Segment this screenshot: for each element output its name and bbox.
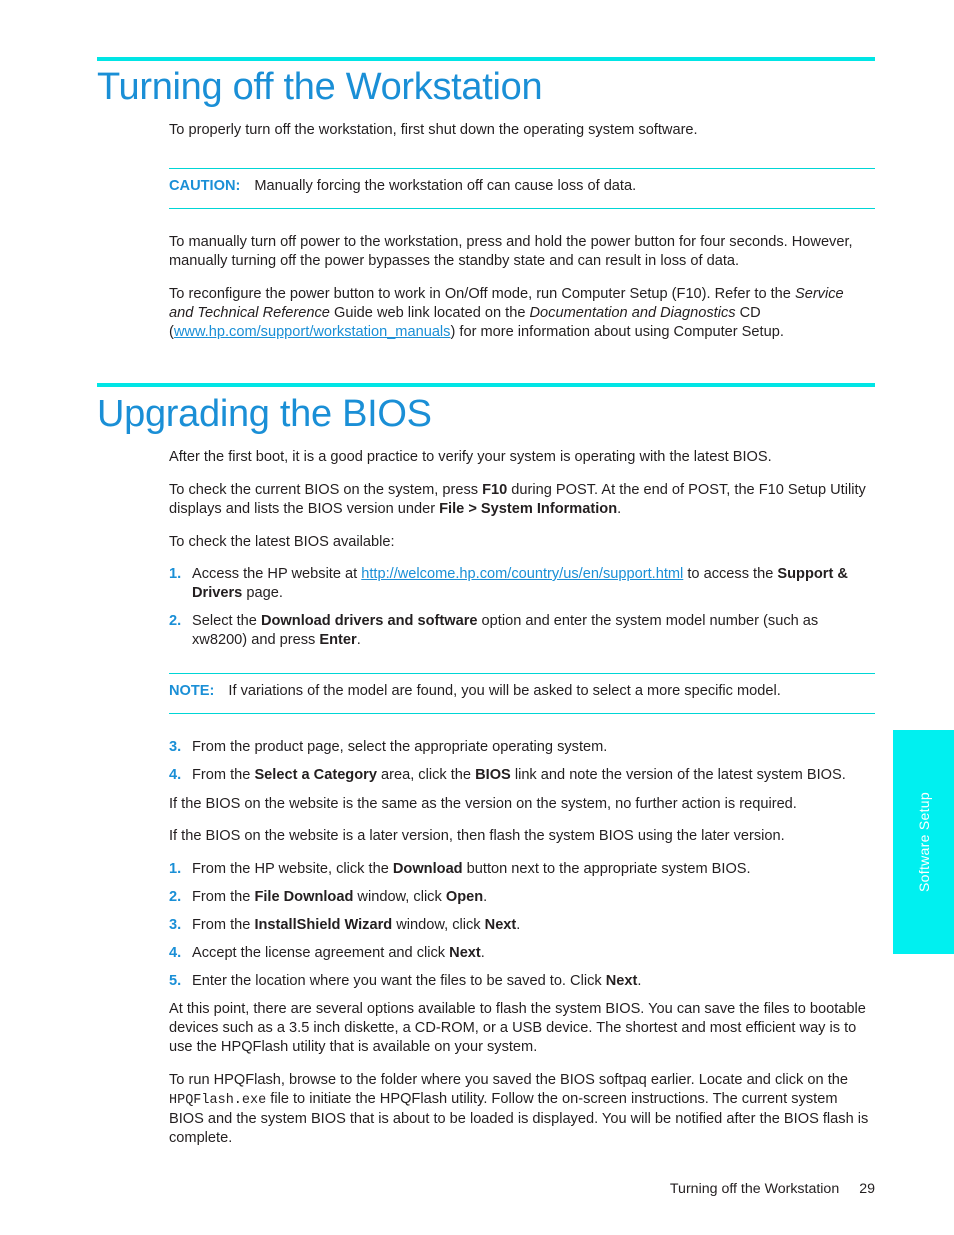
bold-term: Enter <box>319 632 357 648</box>
text-run: . <box>516 917 521 933</box>
list-item <box>192 766 874 785</box>
bold-term: Support & Drivers <box>192 566 848 601</box>
side-tab-label: Software Setup <box>915 792 932 892</box>
text-run: Accept the license agreement and click <box>192 945 450 961</box>
list-item <box>192 565 874 603</box>
text-run: window, click <box>353 889 446 905</box>
note-callout <box>169 682 875 701</box>
text-run: From the HP website, click the <box>192 861 393 877</box>
step-number: 3. <box>169 739 182 755</box>
text-run: ) for more information about using Computer Setup. <box>450 324 784 340</box>
text-run: To run HPQFlash, browse to the folder where you saved the BIOS softpaq earlier. Locate and click on the <box>169 1072 848 1088</box>
text-run: button next to the appropriate system BIOS. <box>462 861 751 877</box>
text-run: Guide web link located on the <box>329 305 530 321</box>
paragraph-later-version: If the BIOS on the website is a later version, then flash the system BIOS using the later version. <box>169 828 785 844</box>
list-item <box>192 972 874 991</box>
text-run: window, click <box>392 917 485 933</box>
paragraph-reconfigure <box>169 285 872 342</box>
filename: HPQFlash.exe <box>169 1093 267 1108</box>
page-footer <box>560 1180 875 1199</box>
heading-turning-off: Turning off the Workstation <box>97 66 543 108</box>
text-run: page. <box>242 585 283 601</box>
text-run: To reconfigure the power button to work in On/Off mode, run Computer Setup (F10). Refer to the <box>169 286 795 302</box>
footer-section-title: Turning off the Workstation <box>669 1181 840 1197</box>
section-rule <box>97 57 875 61</box>
text-run: during POST. At the end of POST, the F10 Setup Utility displays and lists the BIOS version under <box>169 482 866 517</box>
step-number: 1. <box>169 566 182 582</box>
list-item <box>192 888 874 907</box>
step-number: 4. <box>169 945 182 961</box>
bold-term: Next <box>484 917 517 933</box>
section-rule <box>97 383 875 387</box>
text-run: link and note the version of the latest system BIOS. <box>510 767 846 783</box>
step-number: 5. <box>169 973 182 989</box>
bold-term: BIOS <box>475 767 511 783</box>
list-item: From the product page, select the appropriate operating system. <box>192 739 608 755</box>
paragraph-manual-off: To manually turn off power to the workstation, press and hold the power button for four seconds. However, manually turning off the power bypasses the standby state and can result in loss of data. <box>169 234 853 269</box>
caution-label: CAUTION: <box>169 178 241 194</box>
step-number: 3. <box>169 917 182 933</box>
page-number: 29 <box>859 1181 875 1197</box>
text-run: area, click the <box>376 767 476 783</box>
paragraph-same-version: If the BIOS on the website is the same as the version on the system, no further action is required. <box>169 796 797 812</box>
list-item <box>192 944 874 963</box>
paragraph-flash-options: At this point, there are several options available to flash the system BIOS. You can save the files to bootable devices such as a 3.5 inch diskette, a CD-ROM, or a USB device. The shortest and most efficient way is to use the HPQFlash utility that is available on your system. <box>169 1001 866 1055</box>
bold-term: Download drivers and software <box>260 613 478 629</box>
text-run: . <box>356 632 361 648</box>
list-item <box>192 860 874 879</box>
bold-term: Next <box>449 945 481 961</box>
paragraph-run-hpqflash <box>169 1071 872 1148</box>
step-number: 2. <box>169 889 182 905</box>
heading-upgrading-bios: Upgrading the BIOS <box>97 393 432 435</box>
step-number: 1. <box>169 861 182 877</box>
text-run: file to initiate the HPQFlash utility. Follow the on-screen instructions. The current system BIOS and the system BIOS that is about to be loaded is displayed. You will be notified after the BIOS flash is complete. <box>169 1091 869 1146</box>
text-run: to access the <box>683 566 778 582</box>
support-link[interactable]: http://welcome.hp.com/country/us/en/support.html <box>361 566 684 582</box>
text-run: From the <box>192 917 255 933</box>
text-run: . <box>480 945 485 961</box>
note-text: If variations of the model are found, you will be asked to select a more specific model. <box>228 683 781 699</box>
bold-term: InstallShield Wizard <box>254 917 393 933</box>
callout-rule-bottom <box>169 713 875 714</box>
callout-rule-bottom <box>169 208 875 209</box>
side-tab <box>893 730 954 954</box>
text-run: . <box>483 889 488 905</box>
text-run: . <box>637 973 642 989</box>
text-run: To check the current BIOS on the system, press <box>169 482 483 498</box>
step-number: 2. <box>169 613 182 629</box>
paragraph-intro: To properly turn off the workstation, first shut down the operating system software. <box>169 122 698 138</box>
text-run: option and enter the system model number (such as xw8200) and press <box>192 613 819 648</box>
note-label: NOTE: <box>169 683 215 699</box>
text-run: Access the HP website at <box>192 566 362 582</box>
text-run: From the <box>192 767 255 783</box>
cd-title: Documentation and Diagnostics <box>529 305 736 321</box>
caution-text: Manually forcing the workstation off can cause loss of data. <box>254 178 637 194</box>
callout-rule-top <box>169 673 875 674</box>
text-run: Select the <box>192 613 261 629</box>
reference-title: Service and Technical Reference <box>169 286 844 321</box>
key-f10: F10 <box>482 482 508 498</box>
text-run: From the <box>192 889 255 905</box>
menu-path: File > System Information <box>439 501 618 517</box>
caution-callout <box>169 177 875 196</box>
bold-term: Open <box>445 889 484 905</box>
paragraph-check-latest: To check the latest BIOS available: <box>169 534 395 550</box>
text-run: . <box>617 501 622 517</box>
callout-rule-top <box>169 168 875 169</box>
paragraph-first-boot: After the first boot, it is a good practice to verify your system is operating with the latest BIOS. <box>169 449 772 465</box>
list-item <box>192 916 874 935</box>
paragraph-check-current <box>169 481 872 519</box>
text-run: CD ( <box>169 305 761 340</box>
bold-term: File Download <box>254 889 354 905</box>
bold-term: Select a Category <box>254 767 377 783</box>
text-run: Enter the location where you want the files to be saved to. Click <box>192 973 606 989</box>
list-item <box>192 612 874 650</box>
bold-term: Next <box>605 973 638 989</box>
manuals-link[interactable]: www.hp.com/support/workstation_manuals <box>173 324 451 340</box>
bold-term: Download <box>392 861 463 877</box>
step-number: 4. <box>169 767 182 783</box>
